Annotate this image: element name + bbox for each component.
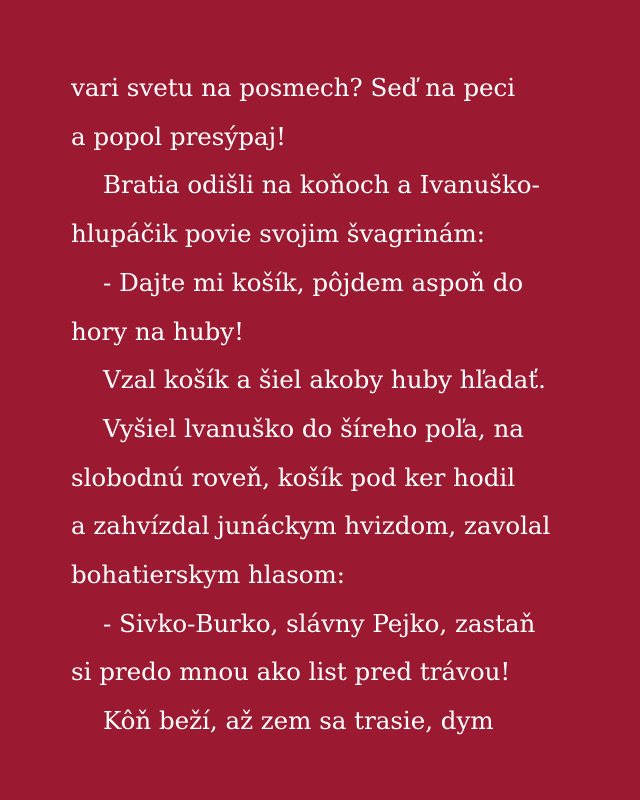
text-line-8: Vyšiel lvanuško do šíreho poľa, na xyxy=(103,413,524,443)
text-line-9: slobodnú roveň, košík pod ker hodil xyxy=(71,462,516,492)
text-line-5: - Dajte mi košík, pôjdem aspoň do xyxy=(103,267,524,297)
text-line-6: hory na huby! xyxy=(71,316,244,346)
text-line-2: a popol presýpaj! xyxy=(71,121,286,151)
text-line-7: Vzal košík a šiel akoby huby hľadať. xyxy=(103,365,546,395)
text-line-3: Bratia odišli na koňoch a Ivanuško- xyxy=(103,170,540,200)
text-line-13: si predo mnou ako list pred trávou! xyxy=(71,657,511,687)
text-line-14: Kôň beží, až zem sa trasie, dym xyxy=(103,706,494,736)
text-line-4: hlupáčik povie svojim švagrinám: xyxy=(71,219,486,249)
text-line-10: a zahvízdal junáckym hvizdom, zavolal xyxy=(71,511,551,541)
text-line-11: bohatierskym hlasom: xyxy=(71,560,346,590)
text-line-12: - Sivko-Burko, slávny Pejko, zastaň xyxy=(103,608,536,638)
text-line-1: vari svetu na posmech? Seď na peci xyxy=(71,73,516,102)
